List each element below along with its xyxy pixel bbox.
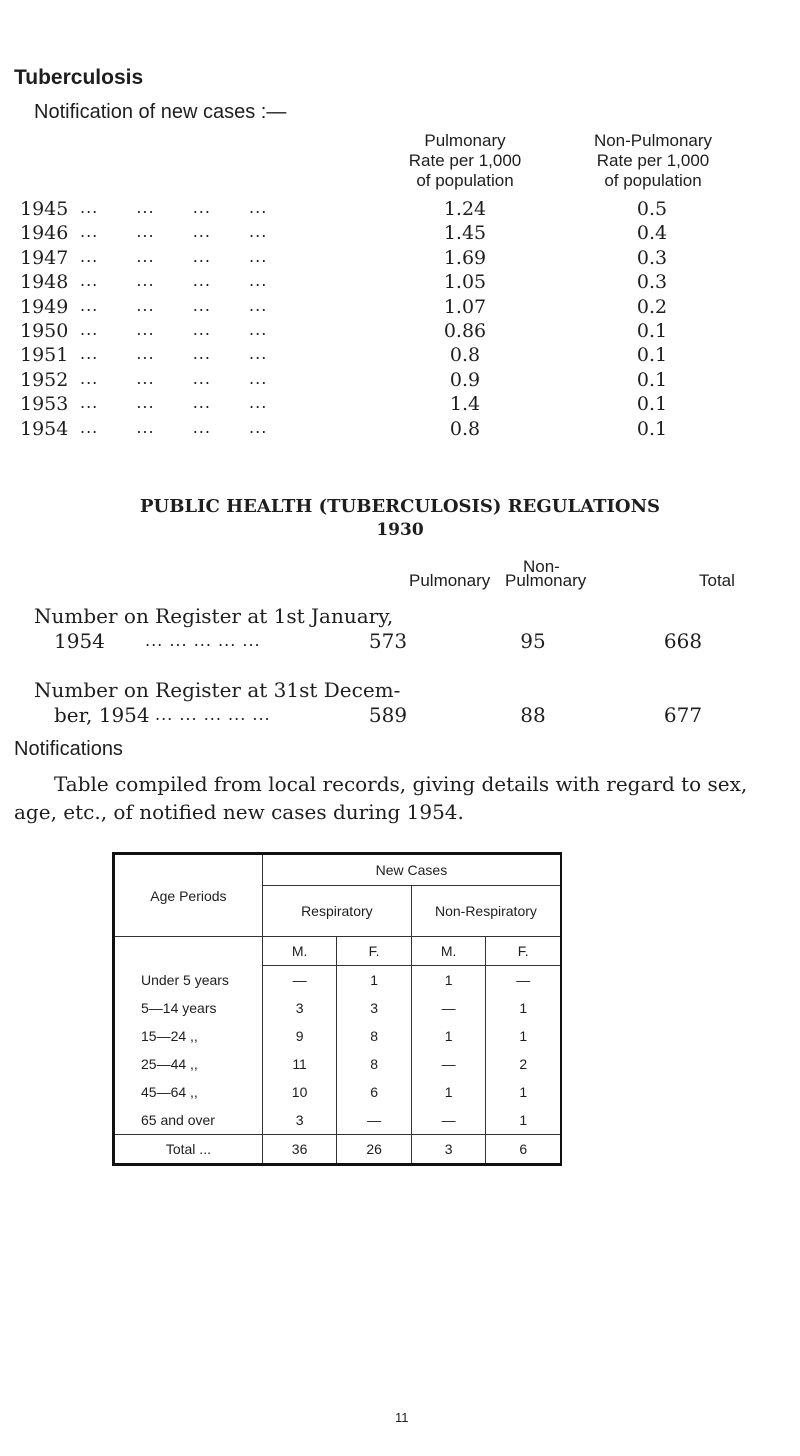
rate-row-non-pulmonary: 0.1 [636,393,668,415]
rate-row-year: 1945 [20,198,69,220]
rate-row-dots: ... ... ... ... [80,369,268,388]
notification-subtitle: Notification of new cases :— [34,101,287,123]
new-cases-table [112,852,562,1166]
age-period-cell: 65 and over [114,1106,263,1135]
reg-row-2-non-pulmonary: 88 [520,703,546,727]
rate-row-pulmonary: 1.07 [443,296,487,318]
total-nonresp-m: 3 [411,1135,486,1165]
pulmonary-rate-header: Pulmonary Rate per 1,000 of population [408,131,522,190]
rate-row-pulmonary: 0.8 [449,418,481,440]
age-period-cell: 25—44 ,, [114,1050,263,1078]
reg-row-2-label: Number on Register at 31st Decem- [34,678,401,702]
age-periods-header: Age Periods [114,854,263,937]
rate-row-year: 1946 [20,222,69,244]
table-row [114,1106,562,1135]
rate-row-non-pulmonary: 0.1 [636,344,668,366]
rate-row-pulmonary: 1.24 [443,198,487,220]
rate-row-year: 1949 [20,296,69,318]
resp-f-cell: 1 [337,966,412,995]
notifications-paragraph: Table compiled from local records, giving details with regard to sex, age, etc., of notified new cases during 1954. [14,772,748,824]
rate-row-dots: ... ... ... ... [80,271,268,290]
age-period-cell: Under 5 years [114,966,263,995]
resp-m-cell: 3 [262,1106,337,1135]
rate-row-dots: ... ... ... ... [80,222,268,241]
rate-row-non-pulmonary: 0.3 [636,247,668,269]
reg-row-1-non-pulmonary: 95 [520,629,546,653]
resp-f-cell: 8 [337,1022,412,1050]
total-label: Total ... [114,1135,263,1165]
nonresp-m-header: M. [411,937,486,966]
regulations-title: PUBLIC HEALTH (TUBERCULOSIS) REGULATIONS [139,496,661,517]
sex-row-spacer [114,937,263,966]
nonresp-f-header: F. [486,937,561,966]
rate-row-year: 1951 [20,344,69,366]
age-period-cell: 15—24 ,, [114,1022,263,1050]
rate-row-non-pulmonary: 0.2 [636,296,668,318]
resp-f-header: F. [337,937,412,966]
non-respiratory-header: Non-Respiratory [411,886,561,937]
rate-row-non-pulmonary: 0.1 [636,320,668,342]
regulations-year: 1930 [376,520,424,540]
page-title: Tuberculosis [14,66,144,89]
resp-f-cell: 6 [337,1078,412,1106]
reg-row-1-total: 668 [663,629,703,653]
age-period-cell: 45—64 ,, [114,1078,263,1106]
nonresp-m-cell: 1 [411,966,486,995]
rate-row-non-pulmonary: 0.1 [636,369,668,391]
resp-m-cell: 3 [262,994,337,1022]
rate-row-dots: ... ... ... ... [80,344,268,363]
rate-row-dots: ... ... ... ... [80,247,268,266]
nonresp-f-cell: 1 [486,994,561,1022]
reg-header-total: Total [699,571,735,590]
table-row [114,1050,562,1078]
reg-row-1-pulmonary: 573 [368,629,408,653]
resp-m-cell: — [262,966,337,995]
reg-row-2-total: 677 [663,703,703,727]
reg-row-2-dots: ... ... ... ... ... [155,705,271,724]
notifications-heading: Notifications [14,738,123,760]
rate-row-year: 1953 [20,393,69,415]
resp-m-cell: 11 [262,1050,337,1078]
rate-row-year: 1948 [20,271,69,293]
rate-row-year: 1947 [20,247,69,269]
rate-row-pulmonary: 1.45 [443,222,487,244]
nonresp-m-cell: 1 [411,1022,486,1050]
reg-header-non-pulmonary: Pulmonary [505,571,587,590]
table-row [114,1078,562,1106]
rate-row-pulmonary: 0.8 [449,344,481,366]
nonresp-m-cell: — [411,1050,486,1078]
rate-row-non-pulmonary: 0.3 [636,271,668,293]
rate-row-dots: ... ... ... ... [80,320,268,339]
rate-row-pulmonary: 0.9 [449,369,481,391]
rate-row-year: 1954 [20,418,69,440]
reg-row-1-dots: ... ... ... ... ... [145,631,261,650]
resp-m-header: M. [262,937,337,966]
rate-row-year: 1950 [20,320,69,342]
table-row [114,966,562,995]
reg-row-2-pulmonary: 589 [368,703,408,727]
respiratory-header: Respiratory [262,886,411,937]
resp-f-cell: 8 [337,1050,412,1078]
resp-f-cell: 3 [337,994,412,1022]
rate-row-pulmonary: 1.05 [443,271,487,293]
reg-header-pulmonary: Pulmonary [409,571,491,590]
page-number: 11 [395,1410,409,1425]
nonresp-m-cell: 1 [411,1078,486,1106]
rate-row-non-pulmonary: 0.1 [636,418,668,440]
total-nonresp-f: 6 [486,1135,561,1165]
rate-row-pulmonary: 1.69 [443,247,487,269]
rate-row-non-pulmonary: 0.4 [636,222,668,244]
nonresp-f-cell: — [486,966,561,995]
resp-f-cell: — [337,1106,412,1135]
nonresp-m-cell: — [411,1106,486,1135]
rate-row-non-pulmonary: 0.5 [636,198,668,220]
rate-row-dots: ... ... ... ... [80,198,268,217]
table-row [114,994,562,1022]
age-period-cell: 5—14 years [114,994,263,1022]
reg-row-1-year: 1954 [54,629,105,653]
new-cases-header: New Cases [262,854,561,886]
nonresp-f-cell: 2 [486,1050,561,1078]
rate-row-year: 1952 [20,369,69,391]
reg-row-2-date: ber, 1954 [54,703,150,727]
table-row [114,1022,562,1050]
non-pulmonary-rate-header: Non-Pulmonary Rate per 1,000 of population [593,131,713,190]
nonresp-m-cell: — [411,994,486,1022]
rate-row-pulmonary: 0.86 [443,320,487,342]
nonresp-f-cell: 1 [486,1078,561,1106]
total-resp-f: 26 [337,1135,412,1165]
total-resp-m: 36 [262,1135,337,1165]
rate-row-dots: ... ... ... ... [80,296,268,315]
rate-row-dots: ... ... ... ... [80,393,268,412]
nonresp-f-cell: 1 [486,1022,561,1050]
reg-header-non: Non- [523,557,560,576]
rate-row-dots: ... ... ... ... [80,418,268,437]
reg-row-1-label: Number on Register at 1st January, [34,604,394,628]
rate-row-pulmonary: 1.4 [449,393,481,415]
resp-m-cell: 9 [262,1022,337,1050]
resp-m-cell: 10 [262,1078,337,1106]
nonresp-f-cell: 1 [486,1106,561,1135]
